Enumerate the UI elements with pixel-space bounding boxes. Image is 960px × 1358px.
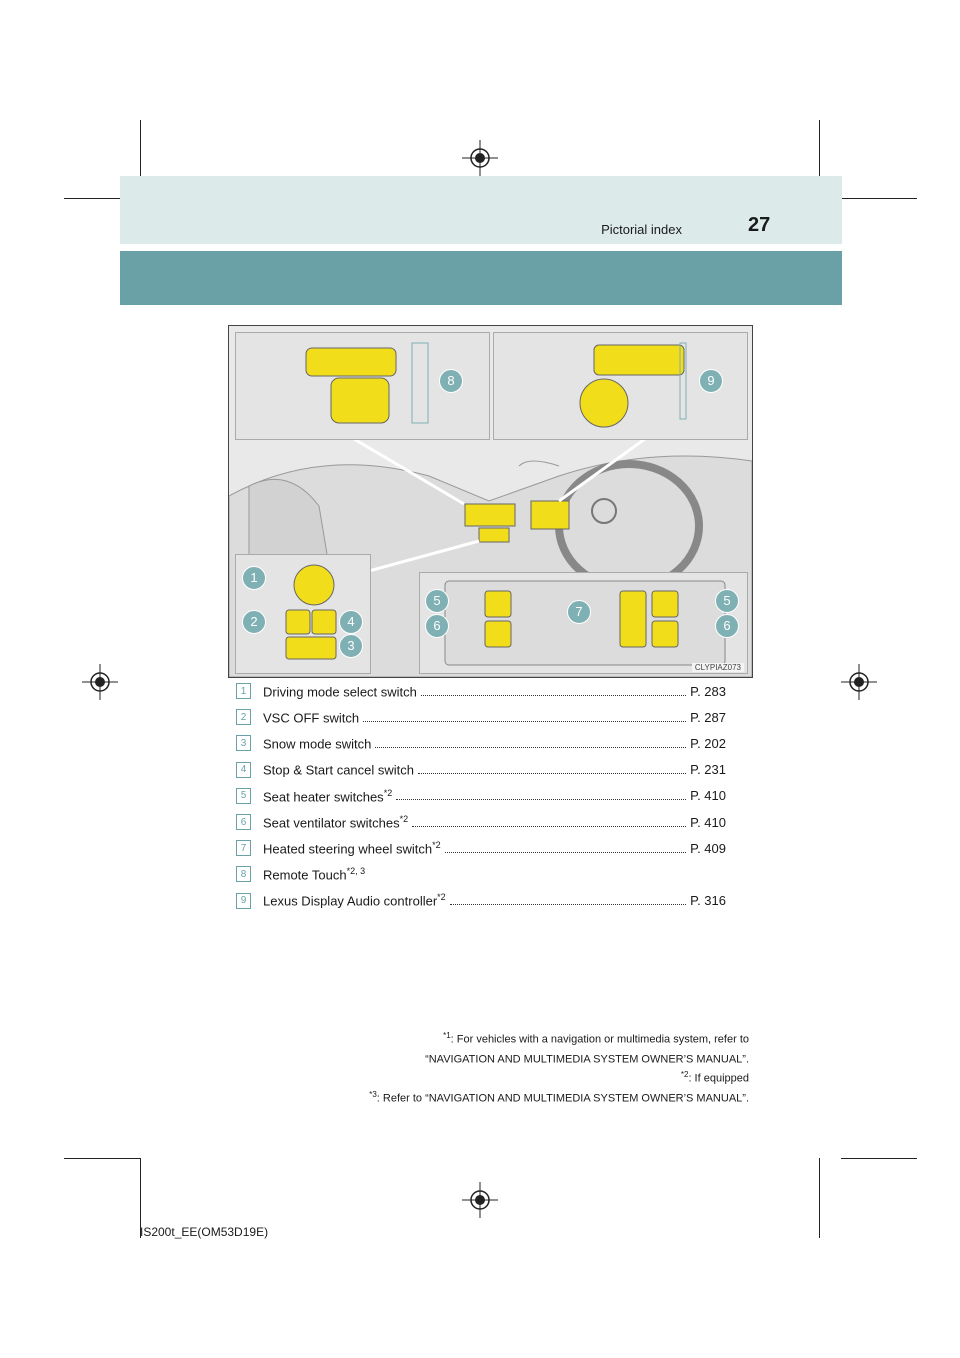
footnote: $^{*2}$: If equipped [680,1070,749,1085]
dot-leader [418,765,686,774]
callout-3: 3 [339,634,363,658]
item-label: Stop & Start cancel switch [263,762,415,778]
callout-5-left: 5 [425,589,449,613]
callout-8: 8 [439,369,463,393]
footnote: $^{*3}$: Refer to “NAVIGATION AND MULTIMEDIA SYSTEM OWNER’S MANUAL”. [369,1089,749,1105]
page-number: 27 [748,214,771,236]
item-number: 1 [236,683,251,699]
list-item [236,835,726,861]
dot-leader [375,739,686,748]
item-number: 3 [236,735,251,751]
dot-leader [421,687,686,696]
item-number: 7 [236,840,251,856]
item-number: 6 [236,814,251,830]
model-code: IS200t_EE(OM53D19E) [140,1225,269,1239]
section-title: Pictorial index [601,222,682,237]
list-item [236,678,726,704]
item-number: 9 [236,893,251,909]
callout-9: 9 [699,369,723,393]
item-label: Remote Touch$^{*2, 3}$ [263,866,366,883]
header-band [120,176,842,244]
figure-code: CLYPIAZ073 [692,663,744,672]
item-label: Seat ventilator switches$^{*2}$ [263,813,409,831]
list-item [236,861,726,887]
list-item [236,757,726,783]
callout-4: 4 [339,610,363,634]
registration-mark-icon [841,664,877,700]
page-reference[interactable]: P. 409 [690,840,726,856]
item-label: Driving mode select switch [263,684,417,700]
page-reference[interactable]: P. 202 [690,735,726,751]
footnote: “NAVIGATION AND MULTIMEDIA SYSTEM OWNER’S MANUAL”. [425,1053,749,1066]
registration-mark-icon [462,140,498,176]
page-reference[interactable]: P. 316 [690,893,726,909]
crop-mark [819,1158,820,1238]
crop-mark [841,198,917,199]
page-reference[interactable]: P. 283 [690,683,726,699]
dot-leader [363,713,686,722]
registration-mark-icon [462,1182,498,1218]
page-reference[interactable]: P. 410 [690,788,726,804]
list-item [236,809,726,835]
dot-leader [450,896,686,905]
dot-leader [445,844,686,853]
registration-mark-icon [82,664,118,700]
item-number: 2 [236,709,251,725]
item-number: 5 [236,788,251,804]
page-reference[interactable]: P. 287 [690,709,726,725]
page-reference[interactable]: P. 231 [690,762,726,778]
item-number: 4 [236,762,251,778]
callout-6-right: 6 [715,614,739,638]
interior-illustration [228,325,753,678]
item-label: Heated steering wheel switch$^{*2}$ [263,840,441,857]
callout-6-left: 6 [425,614,449,638]
page-reference[interactable]: P. 410 [690,814,726,830]
crop-mark [64,1158,140,1159]
callout-2: 2 [242,610,266,634]
item-number: 8 [236,866,251,882]
dot-leader [412,818,686,827]
list-item [236,704,726,730]
callout-7: 7 [567,600,591,624]
index-list [236,678,726,914]
list-item [236,888,726,914]
callout-5-right: 5 [715,589,739,613]
section-band [120,251,842,305]
item-label: Seat heater switches$^{*2}$ [263,787,393,804]
footnotes [189,1028,749,1107]
footnote: $^{*1}$: For vehicles with a navigation or multimedia system, refer to [443,1031,749,1046]
item-label: Snow mode switch [263,736,372,752]
item-label: VSC OFF switch [263,710,360,726]
callout-1: 1 [242,566,266,590]
item-label: Lexus Display Audio controller$^{*2}$ [263,892,446,909]
dot-leader [396,791,686,800]
crop-mark [841,1158,917,1159]
list-item [236,730,726,756]
list-item [236,783,726,809]
